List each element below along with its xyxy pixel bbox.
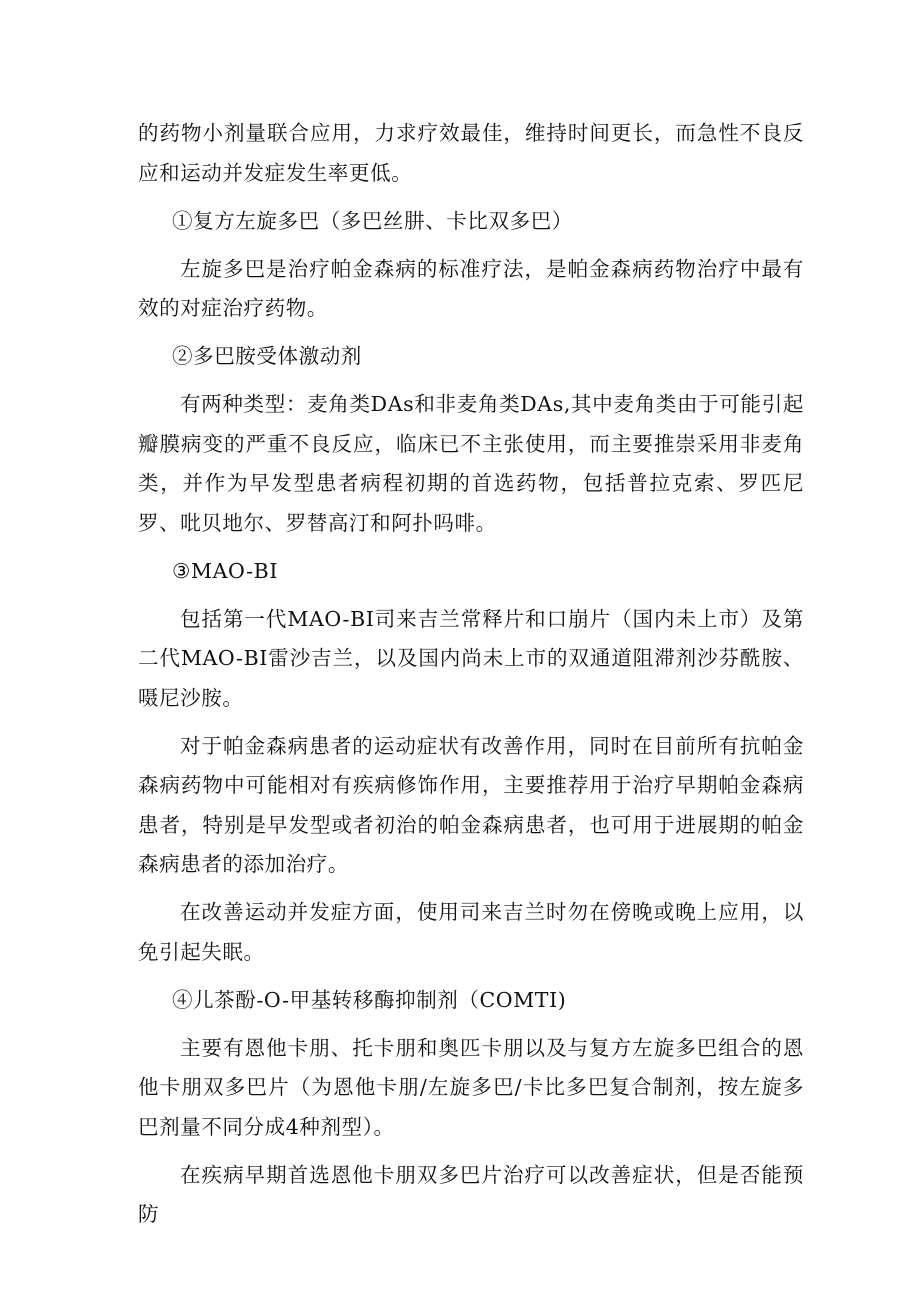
heading-mao-bi: ③MAO-BI (172, 558, 279, 583)
heading-comti: ④儿茶酚-O-甲基转移酶抑制剂（COMTI) (172, 987, 567, 1012)
paragraph-levodopa: 左旋多巴是治疗帕金森病的标准疗法，是帕金森病药物治疗中最有效的对症治疗药物。 (138, 256, 804, 320)
paragraph-mao-bi-types: 包括第一代MAO-BI司来吉兰常释片和口崩片（国内未上市）及第二代MAO-BI雷沙吉兰，以及国内尚未上市的双通道阻滞剂沙芬酰胺、嗫尼沙胺。 (138, 606, 804, 710)
paragraph-mao-bi-effects: 对于帕金森病患者的运动症状有改善作用，同时在目前所有抗帕金森病药物中可能相对有疾病修饰作用，主要推荐用于治疗早期帕金森病患者，特别是早发型或者初治的帕金森病患者，也可用于进展期的帕金森病患者的添加治疗。 (138, 733, 804, 876)
paragraph-continuation: 的药物小剂量联合应用，力求疗效最佳，维持时间更长，而急性不良反应和运动并发症发生率更低。 (138, 121, 804, 185)
heading-dopamine-agonist: ②多巴胺受体激动剂 (172, 344, 362, 368)
paragraph-comti-early: 在疾病早期首选恩他卡朋双多巴片治疗可以改善症状，但是否能预防 (138, 1162, 804, 1226)
paragraph-comti-types: 主要有恩他卡朋、托卡朋和奥匹卡朋以及与复方左旋多巴组合的恩他卡朋双多巴片（为恩他卡朋/左旋多巴/卡比多巴复合制剂，按左旋多巴剂量不同分成4种剂型）。 (138, 1035, 804, 1139)
paragraph-mao-bi-usage: 在改善运动并发症方面，使用司来吉兰时勿在傍晚或晚上应用，以免引起失眠。 (138, 900, 804, 964)
heading-levodopa: ①复方左旋多巴（多巴丝肼、卡比双多巴） (172, 208, 573, 233)
paragraph-dopamine-agonist: 有两种类型：麦角类DAs和非麦角类DAs,其中麦角类由于可能引起瓣膜病变的严重不良反应，临床已不主张使用，而主要推崇采用非麦角类，并作为早发型患者病程初期的首选药物，包括普拉克索、罗匹尼罗、吡贝地尔、罗替高汀和阿扑吗啡。 (138, 392, 804, 535)
document-body (138, 114, 804, 1243)
